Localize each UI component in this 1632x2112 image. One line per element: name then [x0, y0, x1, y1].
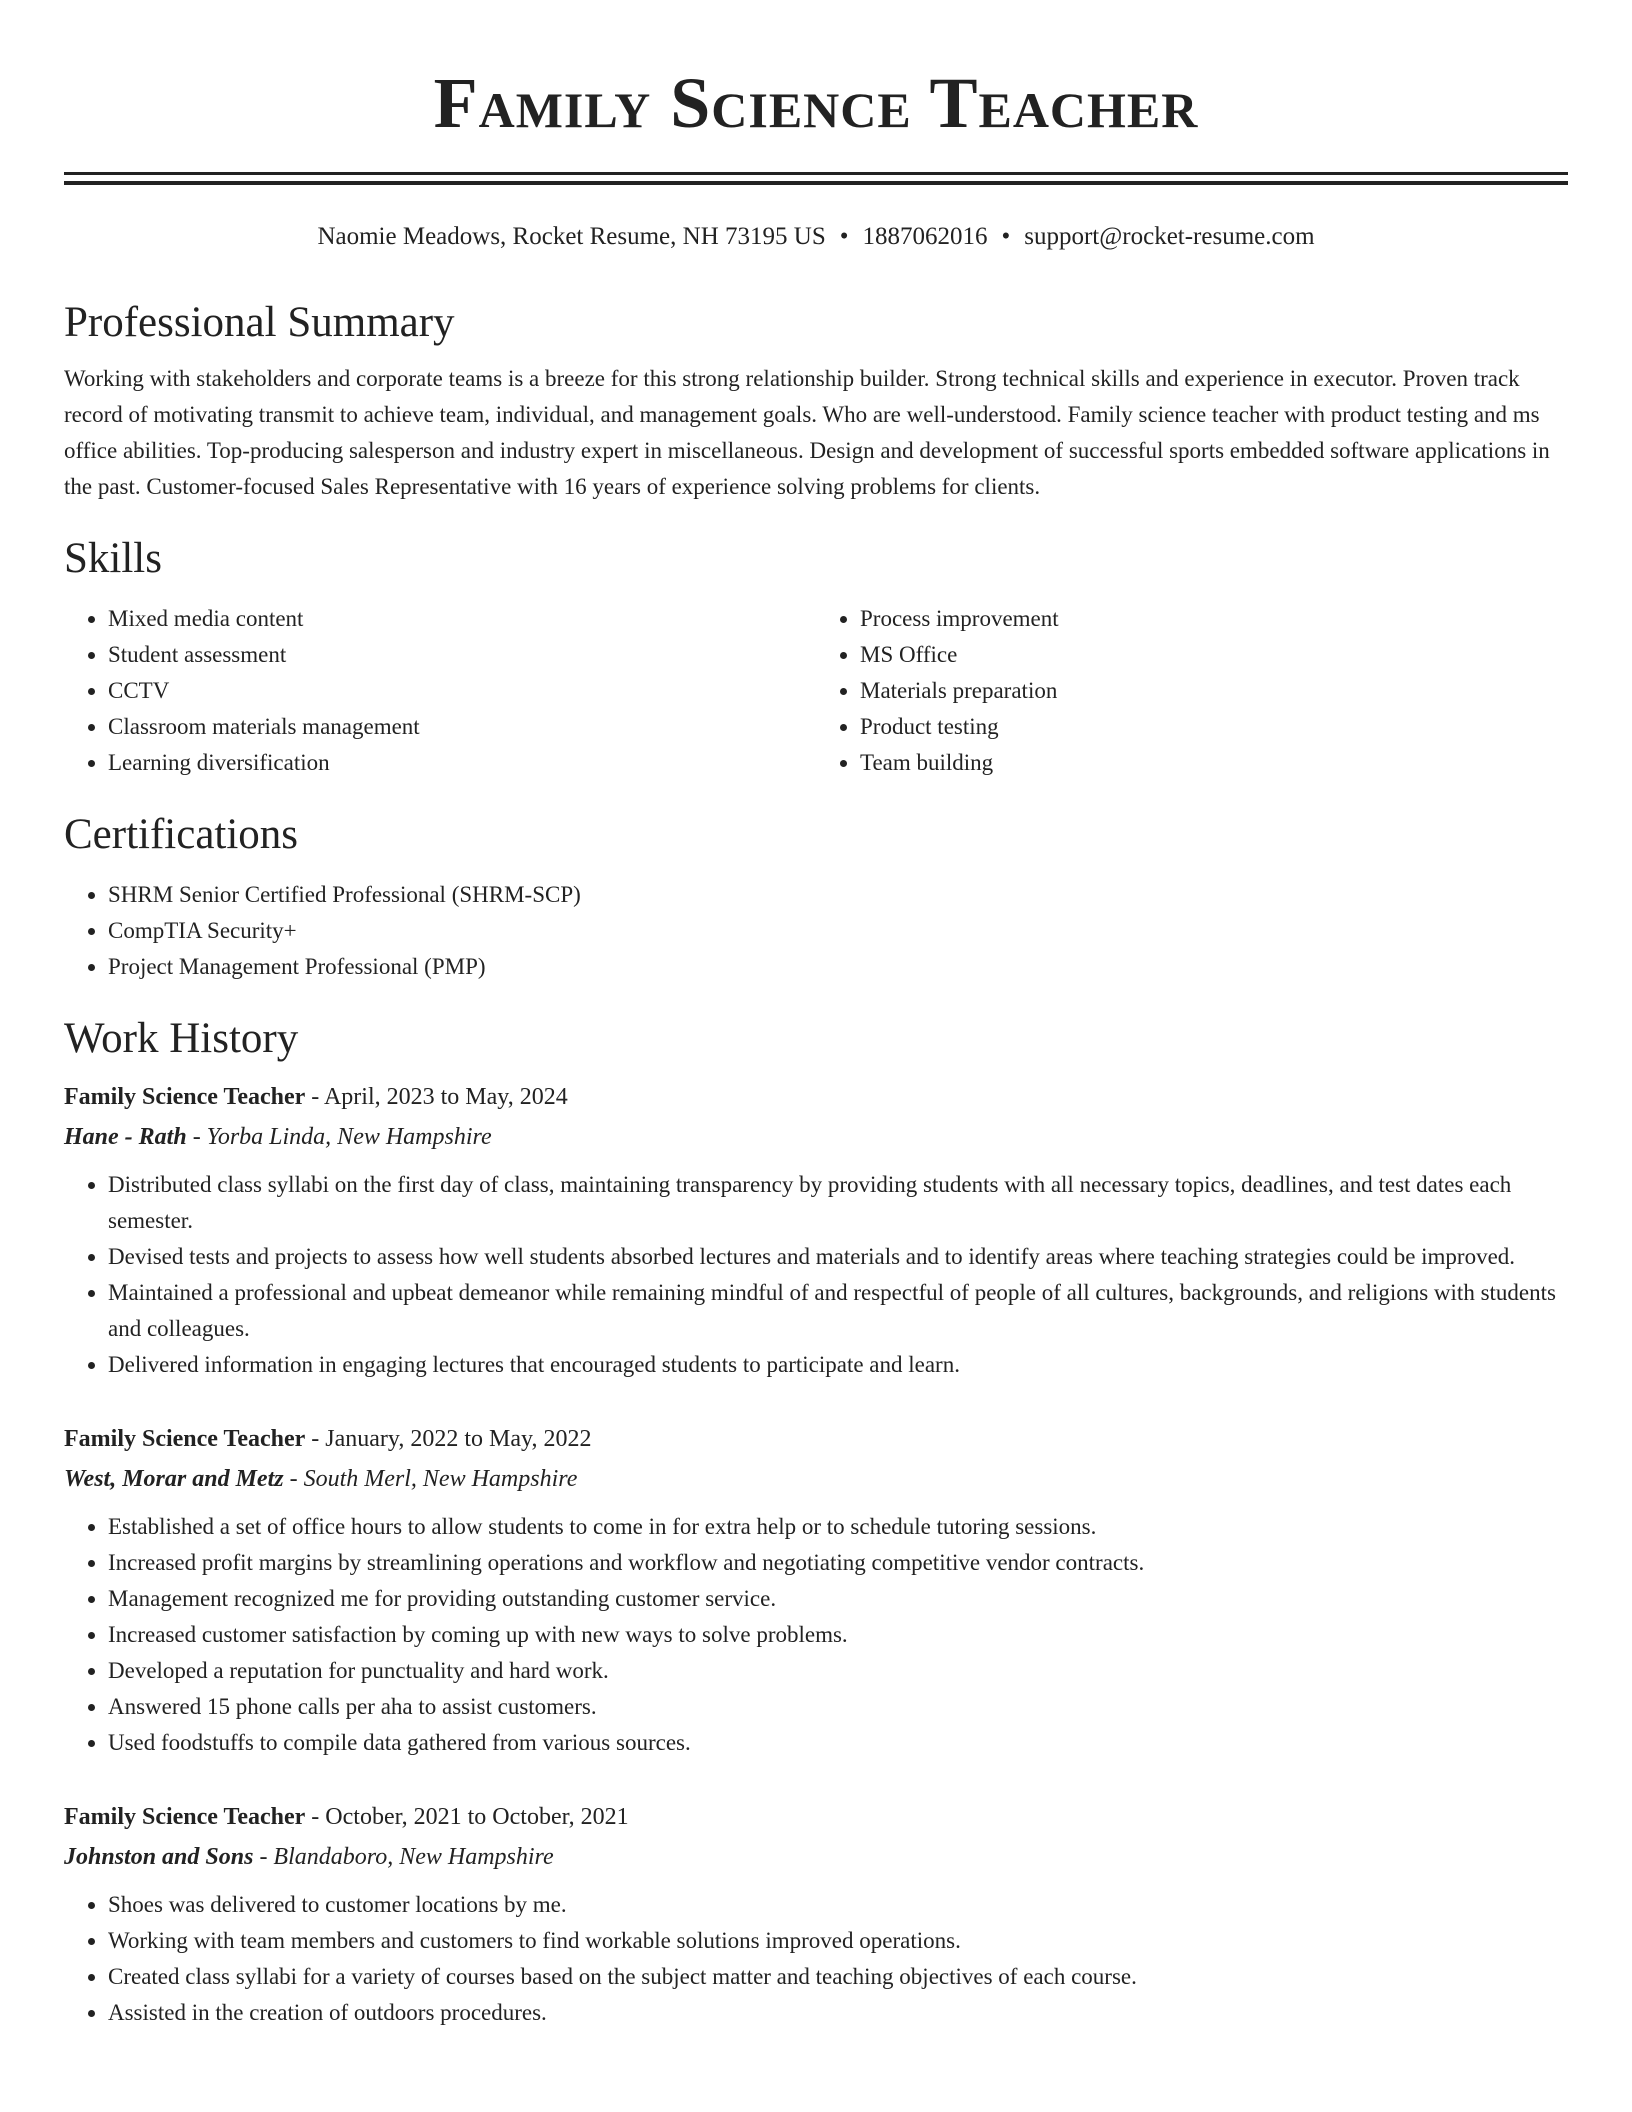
skill-item: • Process improvement — [860, 601, 1568, 637]
duty-item: • Working with team members and customers to find workable solutions improved operations. — [108, 1923, 1568, 1959]
job-location: - Yorba Linda, New Hampshire — [186, 1124, 492, 1150]
duty-item: • Delivered information in engaging lectures that encouraged students to participate and learn. — [108, 1347, 1568, 1383]
duty-item: • Developed a reputation for punctuality and hard work. — [108, 1653, 1568, 1689]
contact-separator: • — [1001, 223, 1011, 250]
duty-item: • Increased profit margins by streamlining operations and workflow and negotiating competitive vendor contracts. — [108, 1545, 1568, 1581]
skill-item: • Classroom materials management — [108, 709, 816, 745]
duty-item: • Increased customer satisfaction by coming up with new ways to solve problems. — [108, 1617, 1568, 1653]
job-duties — [64, 1167, 1568, 1383]
title-divider — [64, 172, 1568, 185]
job-title-line — [64, 1797, 1568, 1837]
contact-line — [64, 221, 1568, 253]
skill-item: • Learning diversification — [108, 745, 816, 781]
skill-item: • Product testing — [860, 709, 1568, 745]
duty-item: • Shoes was delivered to customer locations by me. — [108, 1887, 1568, 1923]
job-dates: - April, 2023 to May, 2024 — [305, 1084, 568, 1110]
duty-item: • Created class syllabi for a variety of courses based on the subject matter and teaching objectives of each course. — [108, 1959, 1568, 1995]
job-entry — [64, 1077, 1568, 1383]
job-company: Hane - Rath — [64, 1124, 187, 1150]
job-title-line — [64, 1419, 1568, 1459]
job-company-line — [64, 1117, 1568, 1157]
skill-item: • Mixed media content — [108, 601, 816, 637]
certifications-heading: Certifications — [64, 811, 299, 858]
skill-item: • CCTV — [108, 673, 816, 709]
certification-item: • Project Management Professional (PMP) — [108, 949, 1568, 985]
skill-item: • Team building — [860, 745, 1568, 781]
contact-email: support@rocket-resume.com — [1024, 223, 1315, 250]
job-location: - South Merl, New Hampshire — [283, 1466, 578, 1492]
job-duties — [64, 1509, 1568, 1761]
work-history-heading: Work History — [64, 1015, 299, 1062]
job-entry — [64, 1797, 1568, 2031]
duty-item: • Distributed class syllabi on the first day of class, maintaining transparency by providing students with all necessary topics, deadlines, and test dates each semester. — [108, 1167, 1568, 1239]
summary-heading: Professional Summary — [64, 299, 455, 346]
job-title: Family Science Teacher — [64, 1426, 306, 1452]
job-dates: - January, 2022 to May, 2022 — [305, 1426, 592, 1452]
duty-item: • Devised tests and projects to assess how well students absorbed lectures and materials and to identify areas where teaching strategies could be improved. — [108, 1239, 1568, 1275]
job-duties — [64, 1887, 1568, 2031]
skills-column-right — [816, 601, 1568, 781]
duty-item: • Maintained a professional and upbeat demeanor while remaining mindful of and respectful of people of all cultures, backgrounds, and religions with students and colleagues. — [108, 1275, 1568, 1347]
job-title: Family Science Teacher — [64, 1804, 306, 1830]
job-title-line — [64, 1077, 1568, 1117]
certification-item: • CompTIA Security+ — [108, 913, 1568, 949]
certifications-list — [64, 877, 1568, 985]
job-company-line — [64, 1459, 1568, 1499]
skills-list — [64, 601, 1568, 781]
duty-item: • Used foodstuffs to compile data gathered from various sources. — [108, 1725, 1568, 1761]
job-company-line — [64, 1837, 1568, 1877]
job-title: Family Science Teacher — [64, 1084, 306, 1110]
summary-text: Working with stakeholders and corporate teams is a breeze for this strong relationship builder. Strong technical skills and experience in executor. Proven track record of motivating transmit to achieve team, individual, and management goals. Who are well-understood. Family science teacher with product testing and ms office abilities. Top-producing salesperson and industry expert in miscellaneous. Design and development of successful sports embedded software applications in the past. Customer-focused Sales Representative with 16 years of experience solving problems for clients. — [64, 366, 1550, 499]
duty-item: • Established a set of office hours to allow students to come in for extra help or to schedule tutoring sessions. — [108, 1509, 1568, 1545]
skills-column-left — [64, 601, 816, 781]
duty-item: • Answered 15 phone calls per aha to assist customers. — [108, 1689, 1568, 1725]
skill-item: • MS Office — [860, 637, 1568, 673]
duty-item: • Assisted in the creation of outdoors procedures. — [108, 1995, 1568, 2031]
job-entry — [64, 1419, 1568, 1761]
contact-address: Naomie Meadows, Rocket Resume, NH 73195 US — [317, 223, 826, 250]
contact-separator: • — [839, 223, 849, 250]
job-company: Johnston and Sons — [64, 1844, 254, 1870]
resume-title: Family Science Teacher — [433, 63, 1199, 143]
skill-item: • Materials preparation — [860, 673, 1568, 709]
skill-item: • Student assessment — [108, 637, 816, 673]
certification-item: • SHRM Senior Certified Professional (SHRM-SCP) — [108, 877, 1568, 913]
job-dates: - October, 2021 to October, 2021 — [305, 1804, 629, 1830]
contact-phone: 1887062016 — [862, 223, 988, 250]
job-location: - Blandaboro, New Hampshire — [253, 1844, 554, 1870]
skills-heading: Skills — [64, 535, 162, 582]
job-company: West, Morar and Metz — [64, 1466, 284, 1492]
duty-item: • Management recognized me for providing outstanding customer service. — [108, 1581, 1568, 1617]
